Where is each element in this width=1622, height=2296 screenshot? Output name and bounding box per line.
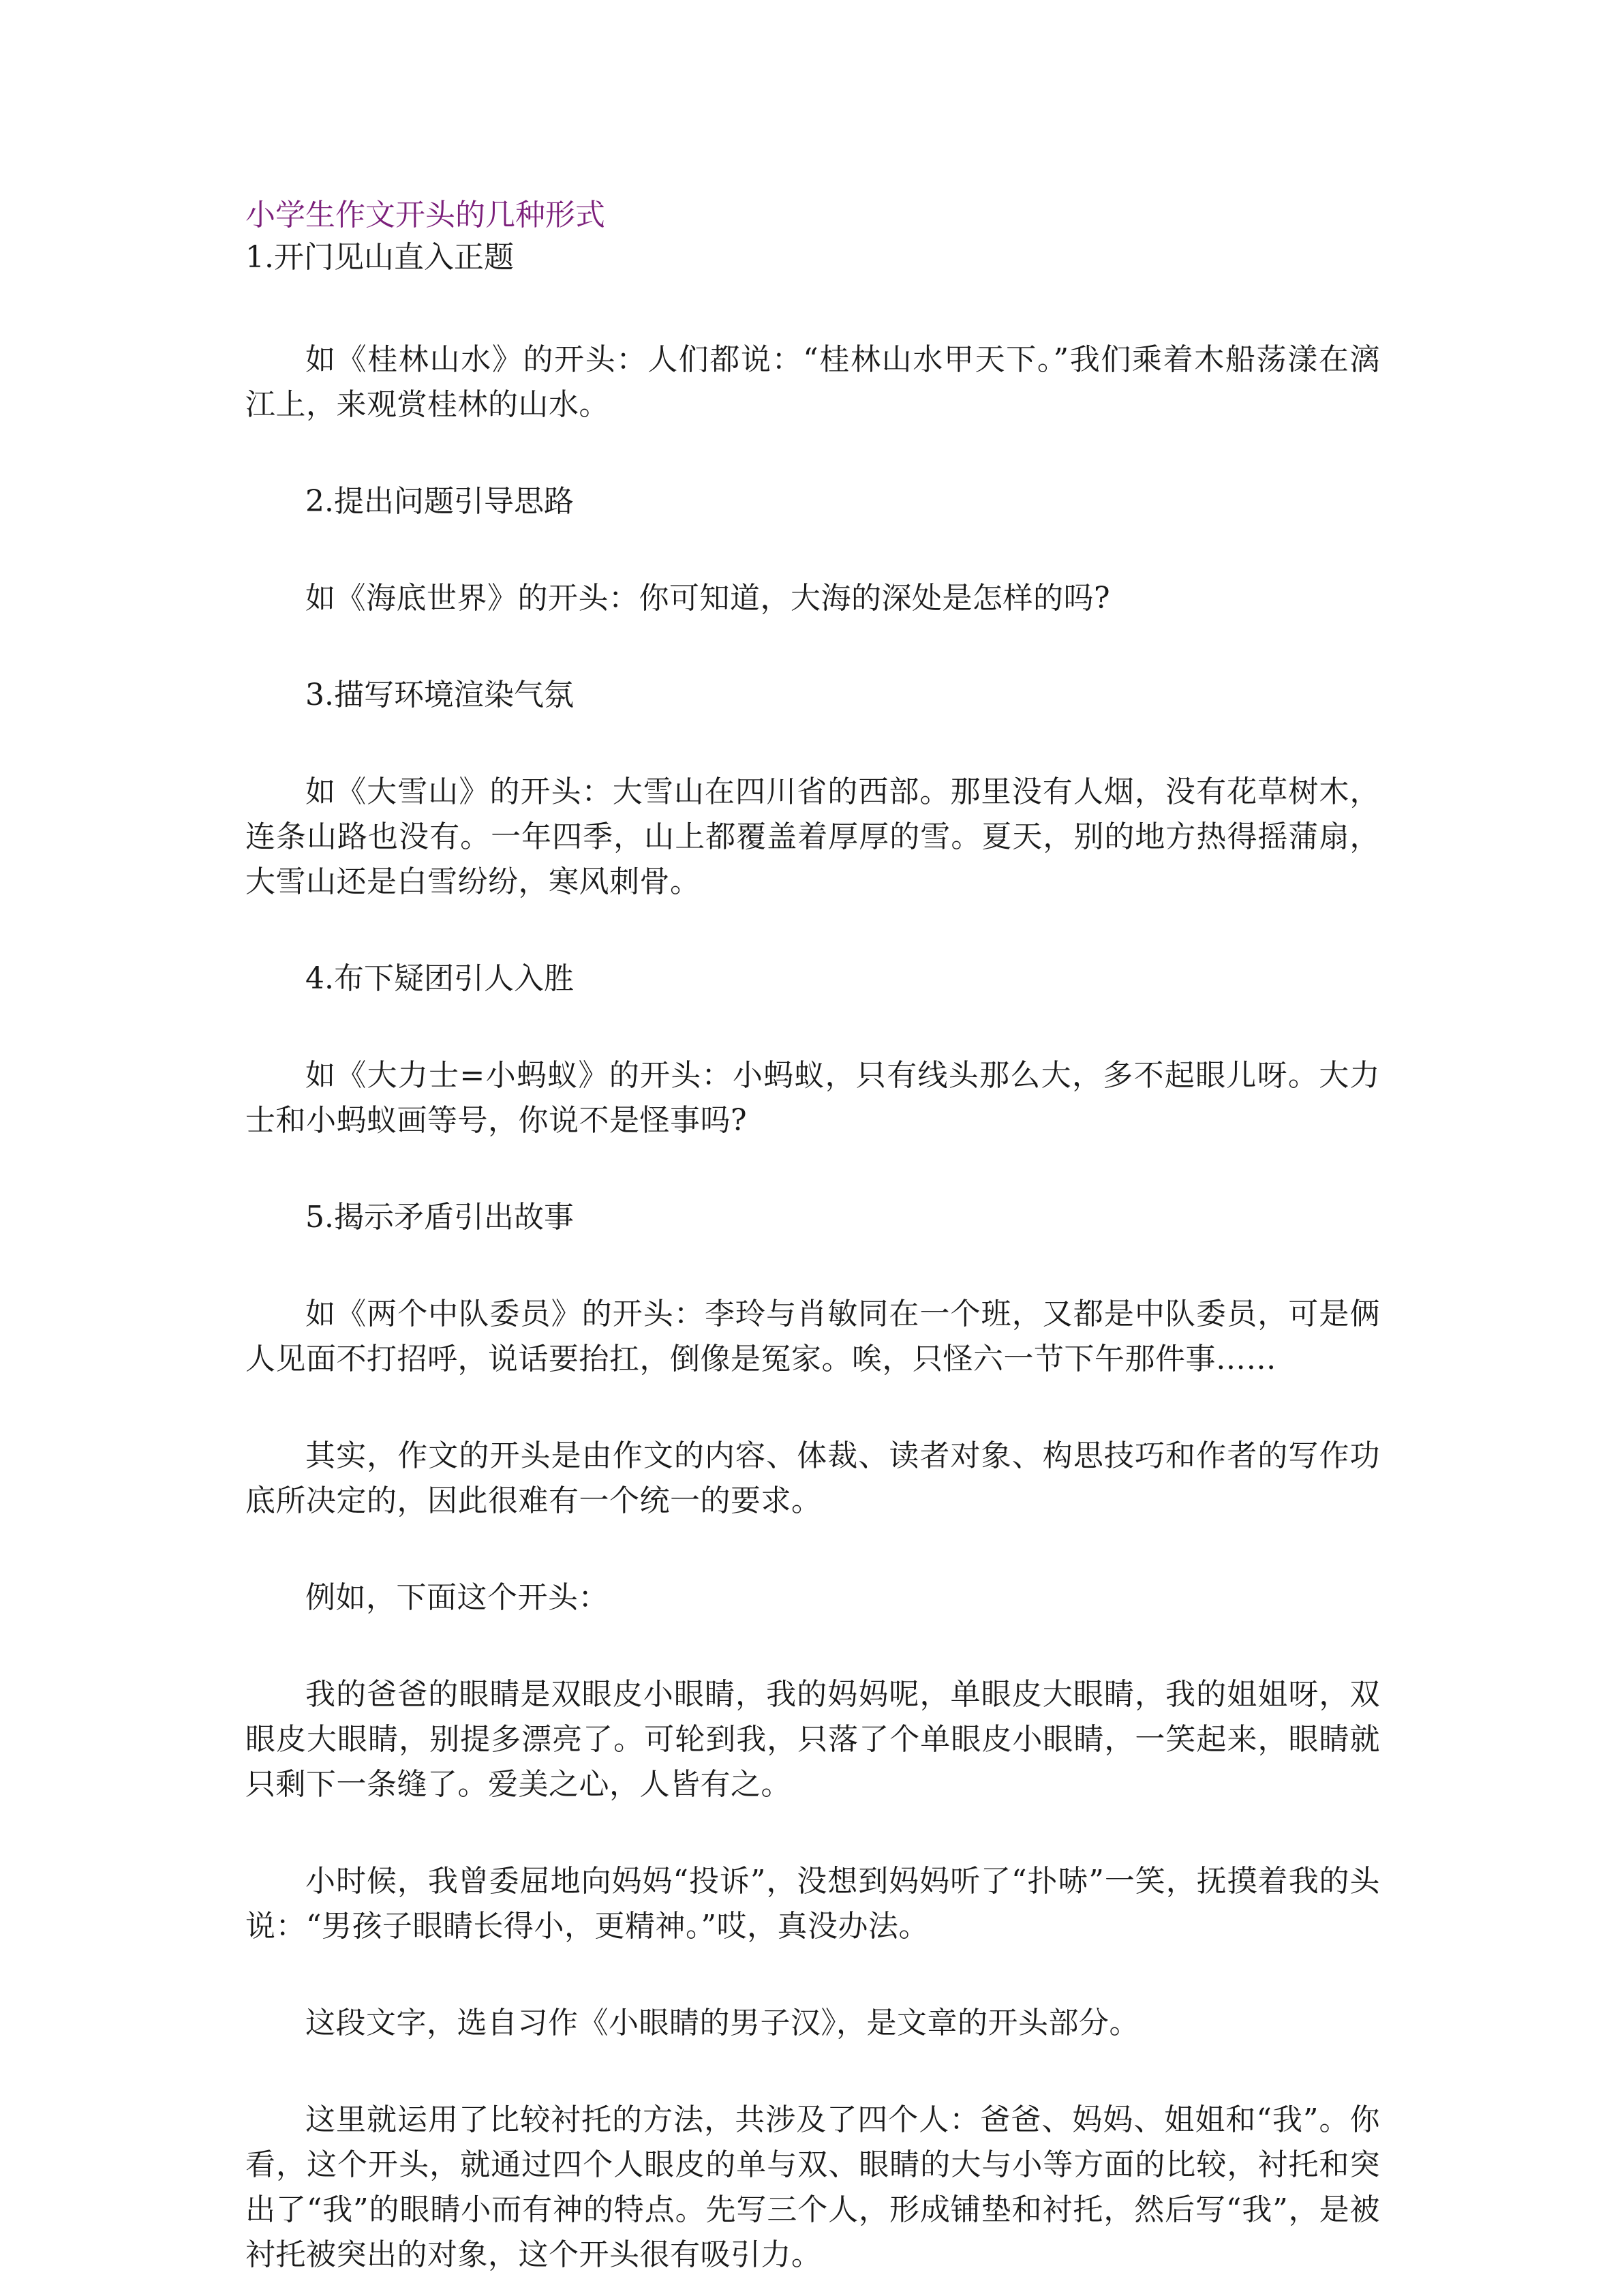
paragraph-1: 如《桂林山水》的开头：人们都说：“桂林山水甲天下。”我们乘着木船荡漾在漓江上，来观赏桂林的山水。 <box>245 342 1380 422</box>
document-title: 小学生作文开头的几种形式 <box>245 198 605 232</box>
paragraph-3: 如《大雪山》的开头：大雪山在四川省的西部。那里没有人烟，没有花草树木，连条山路也没有。一年四季，山上都覆盖着厚厚的雪。夏天，别的地方热得摇蒲扇，大雪山还是白雪纷纷，寒风刺骨。 <box>245 774 1380 899</box>
spacer <box>245 1001 1380 1053</box>
section-heading-5: 5.揭示矛盾引出故事 <box>305 1200 574 1235</box>
spacer <box>245 1620 1380 1672</box>
document-page <box>245 194 1380 2278</box>
section-heading-4: 4.布下疑团引人入胜 <box>305 961 574 996</box>
paragraph-6: 其实，作文的开头是由作文的内容、体裁、读者对象、构思技巧和作者的写作功底所决定的，因此很难有一个统一的要求。 <box>245 1438 1380 1518</box>
spacer <box>245 1949 1380 2001</box>
spacer <box>245 279 1380 337</box>
spacer <box>245 427 1380 479</box>
section-heading-2: 2.提出问题引导思路 <box>305 484 574 519</box>
paragraph-7: 例如，下面这个开头： <box>305 1580 609 1615</box>
paragraph-10: 这段文字，选自习作《小眼睛的男子汉》，是文章的开头部分。 <box>305 2006 1139 2040</box>
paragraph-8: 我的爸爸的眼睛是双眼皮小眼睛，我的妈妈呢，单眼皮大眼睛，我的姐姐呀，双眼皮大眼睛，别提多漂亮了。可轮到我，只落了个单眼皮小眼睛，一笑起来，眼睛就只剩下一条缝了。爱美之心，人皆有之。 <box>245 1677 1380 1802</box>
section-heading-1: 1.开门见山直入正题 <box>245 240 514 275</box>
paragraph-4: 如《大力士=小蚂蚁》的开头：小蚂蚁，只有线头那么大，多不起眼儿呀。大力士和小蚂蚁画等号，你说不是怪事吗? <box>245 1058 1380 1138</box>
paragraph-5: 如《两个中队委员》的开头：李玲与肖敏同在一个班，又都是中队委员，可是俩人见面不打招呼，说话要抬扛，倒像是冤家。唉，只怪六一节下午那件事…… <box>245 1297 1380 1376</box>
spacer <box>245 621 1380 673</box>
spacer <box>245 1382 1380 1434</box>
spacer <box>245 1807 1380 1859</box>
spacer <box>245 2046 1380 2098</box>
paragraph-11: 这里就运用了比较衬托的方法，共涉及了四个人：爸爸、妈妈、姐姐和“我”。你看，这个开头，就通过四个人眼皮的单与双、眼睛的大与小等方面的比较，衬托和突出了“我”的眼睛小而有神的特点。先写三个人，形成铺垫和衬托，然后写“我”，是被衬托被突出的对象，这个开头很有吸引力。 <box>245 2102 1380 2272</box>
spacer <box>245 524 1380 576</box>
spacer <box>245 1143 1380 1195</box>
spacer <box>245 718 1380 770</box>
spacer <box>245 905 1380 956</box>
spacer <box>245 1524 1380 1575</box>
paragraph-2: 如《海底世界》的开头：你可知道，大海的深处是怎样的吗? <box>305 581 1111 616</box>
spacer <box>245 1240 1380 1292</box>
paragraph-9: 小时候，我曾委屈地向妈妈“投诉”，没想到妈妈听了“扑哧”一笑，抚摸着我的头说：“男孩子眼睛长得小，更精神。”哎，真没办法。 <box>245 1864 1380 1944</box>
section-heading-3: 3.描写环境渲染气氛 <box>305 678 574 712</box>
